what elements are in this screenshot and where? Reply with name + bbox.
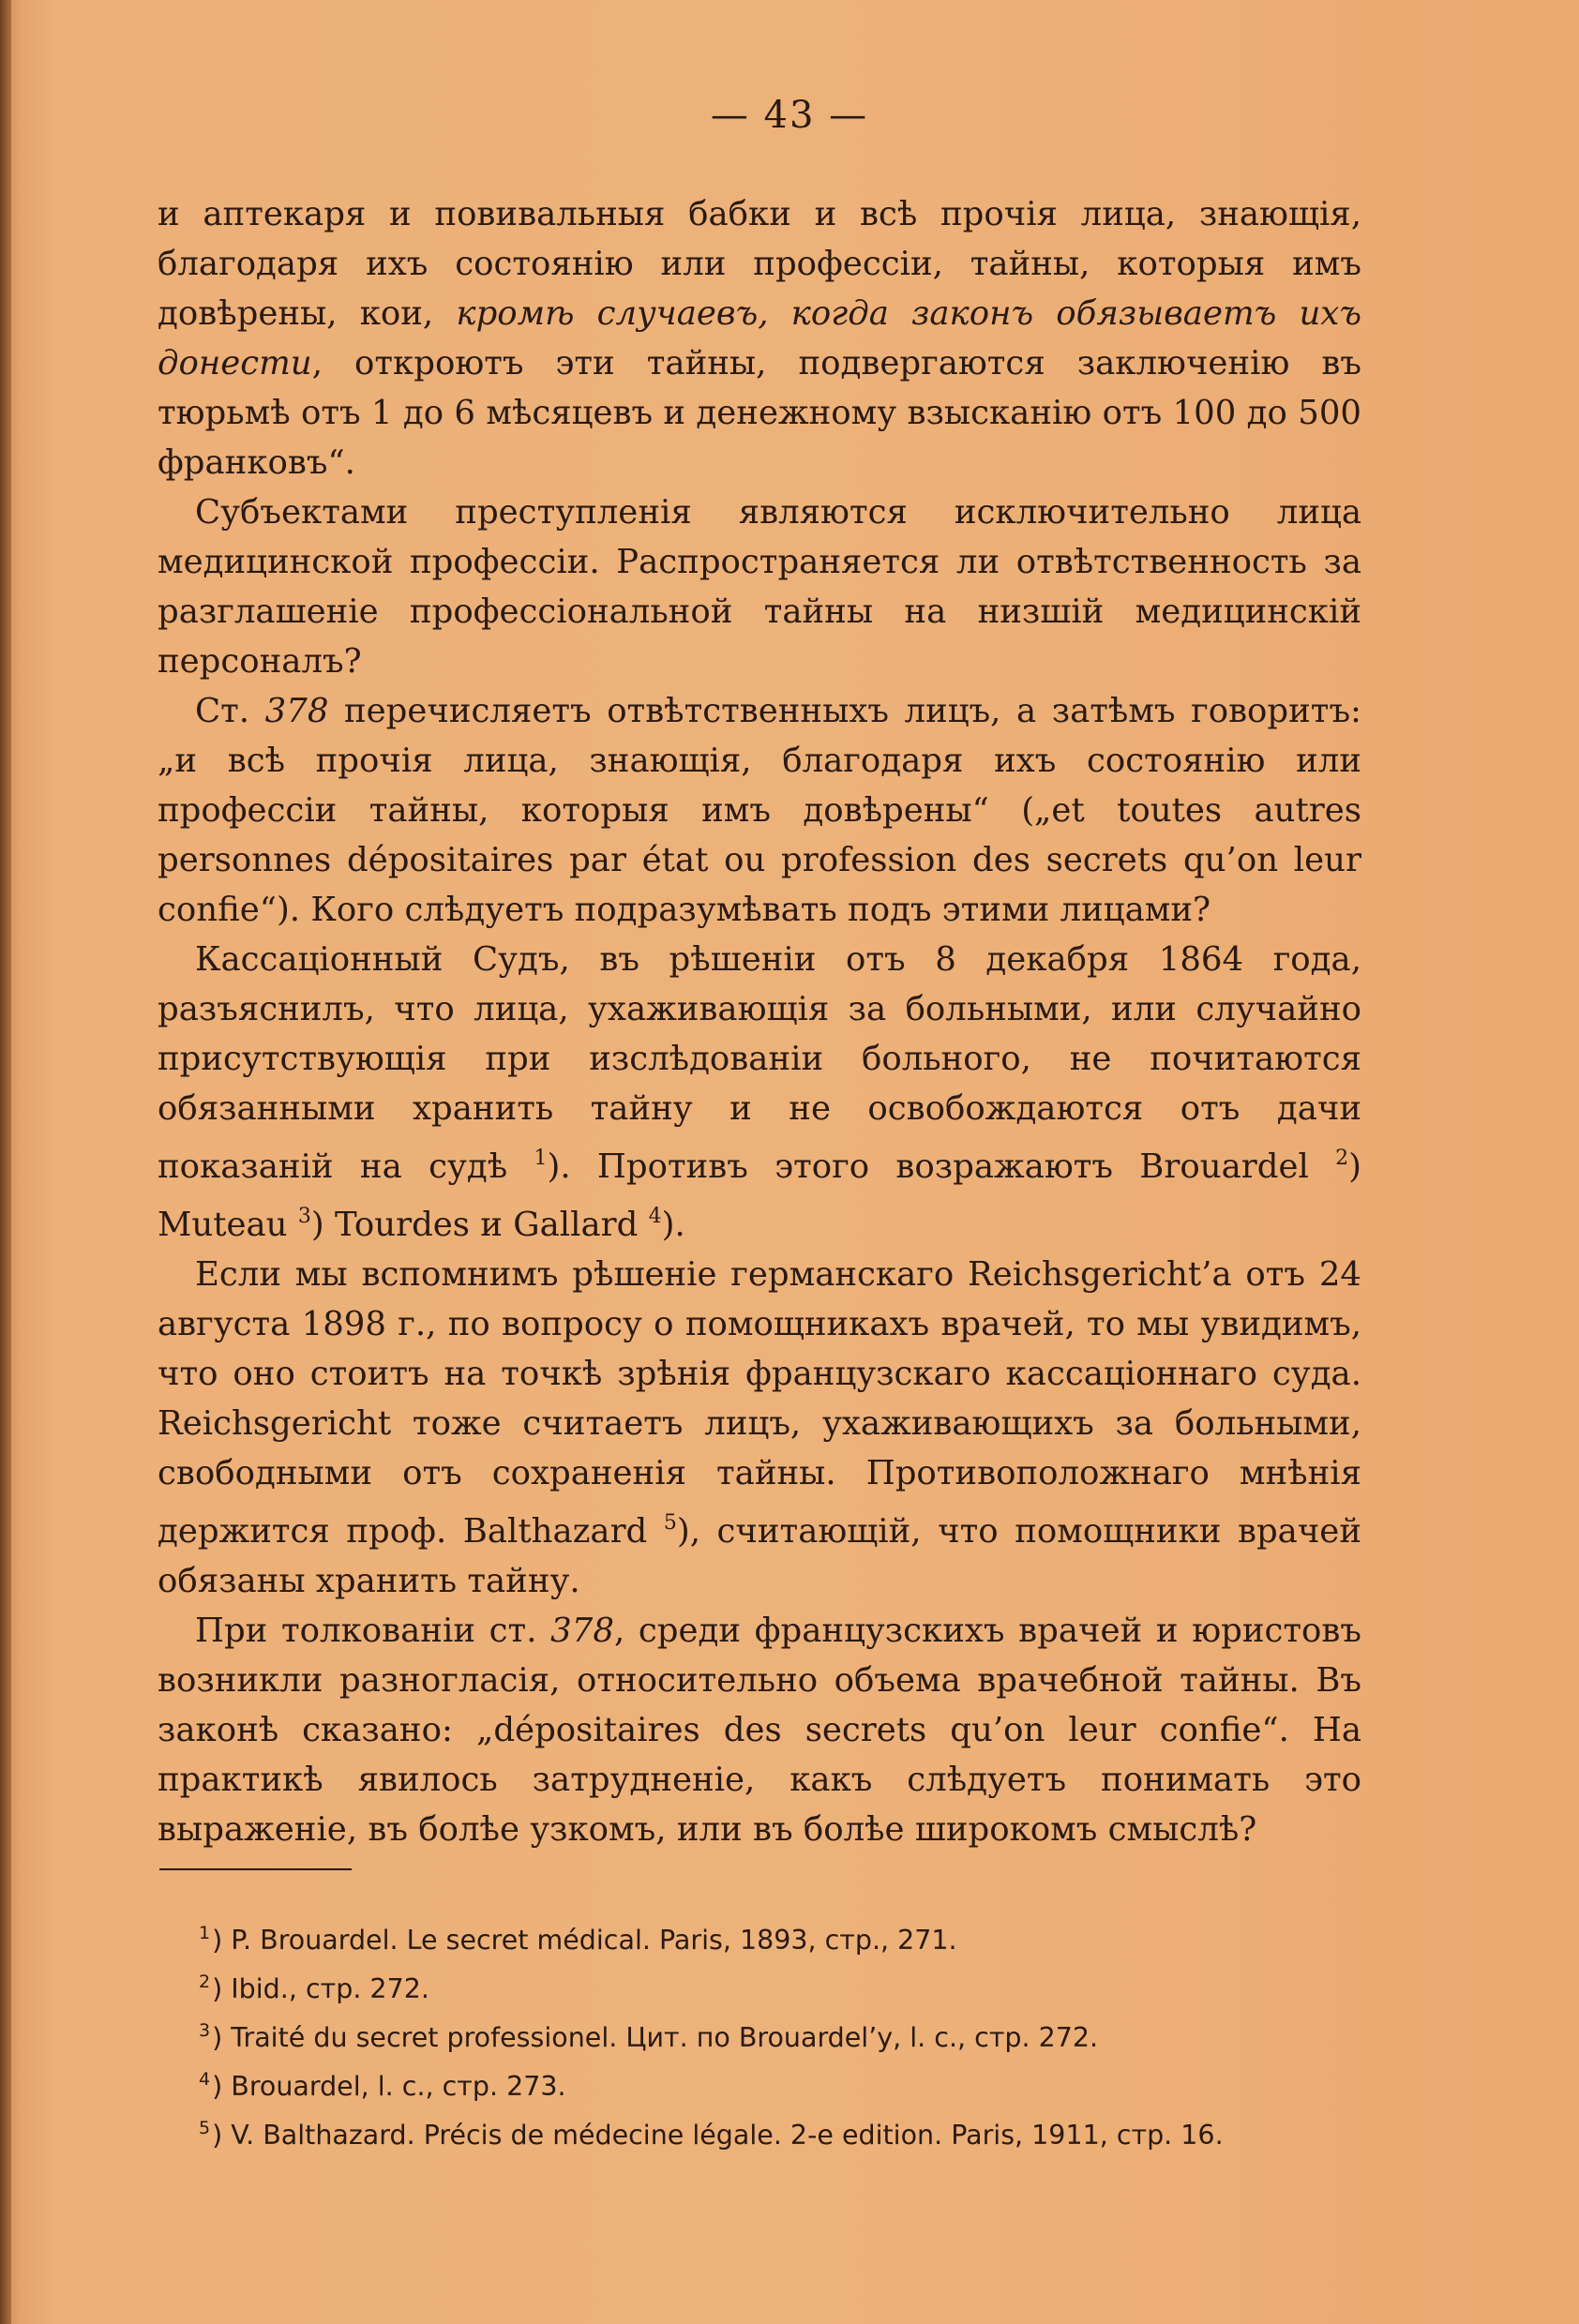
page-number: — 43 —: [710, 94, 869, 137]
paragraph-5: [158, 1250, 1361, 1606]
paragraph-1-text-after: , откроютъ эти тайны, подвергаются заключенію въ тюрьмѣ отъ 1 до 6 мѣсяцевъ и денежному взысканію отъ 100 до 500 франковъ“.: [158, 344, 1361, 482]
footnote-4-text: ) Brouardel, l. c., стр. 273.: [212, 2071, 566, 2102]
footnote-5-text: ) V. Balthazard. Précis de médecine légale. 2-e edition. Paris, 1911, стр. 16.: [212, 2120, 1224, 2151]
paragraph-1-text: и аптекаря и повивальныя бабки и всѣ прочія лица, знающія, благодаря ихъ состоянію или профессіи, тайны, которыя имъ довѣрены, кои,: [158, 195, 1361, 333]
paragraph-6-text-after: , среди французскихъ врачей и юристовъ возникли разногласія, относительно объема врачебной тайны. Въ законѣ сказано: „dépositaires des secrets qu’on leur confie“. На практикѣ явилось затрудненіе, какъ слѣдуетъ понимать это выраженіе, въ болѣе узкомъ, или въ болѣе широкомъ смыслѣ?: [158, 1612, 1361, 1849]
footnote-2: [199, 1961, 1380, 2010]
footnote-5-mark: 5: [199, 2118, 211, 2138]
paragraph-6: [158, 1606, 1361, 1854]
footnote-1-text: ) P. Brouardel. Le secret médical. Paris, 1893, стр., 271.: [212, 1925, 957, 1956]
paragraph-4-seg3: ) Muteau: [158, 1147, 1361, 1244]
paragraph-6-prefix: При толкованіи ст.: [195, 1612, 551, 1650]
footnote-ref-2: 2: [1335, 1147, 1349, 1170]
paragraph-4-seg2: ). Противъ этого возражаютъ Brouardel: [547, 1147, 1336, 1186]
paragraph-4-seg5: ).: [661, 1206, 685, 1244]
footnotes: [199, 1912, 1380, 2156]
footnote-1-mark: 1: [199, 1923, 211, 1943]
paragraph-5-text: Если мы вспомнимъ рѣшеніе германскаго Reichsgericht’а отъ 24 августа 1898 г., по вопросу о помощникахъ врачей, то мы увидимъ, что оно стоитъ на точкѣ зрѣнія французскаго кассаціоннаго суда. Reichsgericht тоже считаетъ лицъ, ухаживающихъ за больными, свободными отъ сохраненія тайны. Противоположнаго мнѣнія держится проф. Balthazard: [158, 1255, 1361, 1551]
paragraph-3-prefix: Ст.: [195, 692, 265, 730]
footnote-ref-1: 1: [534, 1147, 548, 1170]
footnote-ref-4: 4: [648, 1205, 662, 1228]
footnote-4: [199, 2059, 1380, 2107]
paragraph-6-article-number: 378: [550, 1612, 614, 1650]
footnote-3-mark: 3: [199, 2020, 211, 2041]
footnote-2-mark: 2: [199, 1972, 211, 1992]
footnote-3-text: ) Traité du secret professionel. Цит. по Brouardel’у, l. c., стр. 272.: [212, 2022, 1099, 2053]
footnote-2-text: ) Ibid., стр. 272.: [212, 1973, 429, 2004]
paragraph-3-article-number: 378: [264, 692, 329, 730]
paragraph-3-text-after: перечисляетъ отвѣтственныхъ лицъ, а затѣмъ говоритъ: „и всѣ прочія лица, знающія, благодаря ихъ состоянію или профессіи тайны, которыя имъ довѣрены“ („et toutes autres personnes dépositaires par état ou profession des secrets qu’on leur confie“). Кого слѣдуетъ подразумѣвать подъ этими лицами?: [158, 692, 1361, 929]
paragraph-2-text: Субъектами преступленія являются исключительно лица медицинской профессіи. Распространяется ли отвѣтственность за разглашеніе профессіональной тайны на низшій медицинскій персоналъ?: [158, 493, 1361, 681]
paragraph-5-seg2: ), считающій, что помощники врачей обязаны хранить тайну.: [158, 1512, 1361, 1600]
footnote-ref-5: 5: [663, 1511, 677, 1535]
paragraph-1-italic: кромѣ случаевъ, когда законъ обязываетъ ихъ донести: [158, 294, 1361, 382]
footnote-3: [199, 2010, 1380, 2059]
footnote-5: [199, 2107, 1380, 2156]
binding-edge: [0, 0, 11, 2324]
main-text: [158, 189, 1361, 1854]
paragraph-4: [158, 935, 1361, 1250]
footnote-1: [199, 1912, 1380, 1961]
footnote-4-mark: 4: [199, 2069, 211, 2090]
paragraph-2: [158, 487, 1361, 686]
paragraph-4-seg4: ) Tourdes и Gallard: [310, 1206, 649, 1244]
paragraph-1: [158, 189, 1361, 487]
paragraph-4-text: Кассаціонный Судъ, въ рѣшеніи отъ 8 декабря 1864 года, разъяснилъ, что лица, ухаживающія за больными, или случайно присутствующія при изслѣдованіи больного, не почитаются обязанными хранить тайну и не освобождаются отъ дачи показаній на судѣ: [158, 940, 1361, 1186]
footnote-ref-3: 3: [297, 1205, 311, 1228]
footnote-divider: [159, 1868, 352, 1870]
paragraph-3: [158, 686, 1361, 935]
